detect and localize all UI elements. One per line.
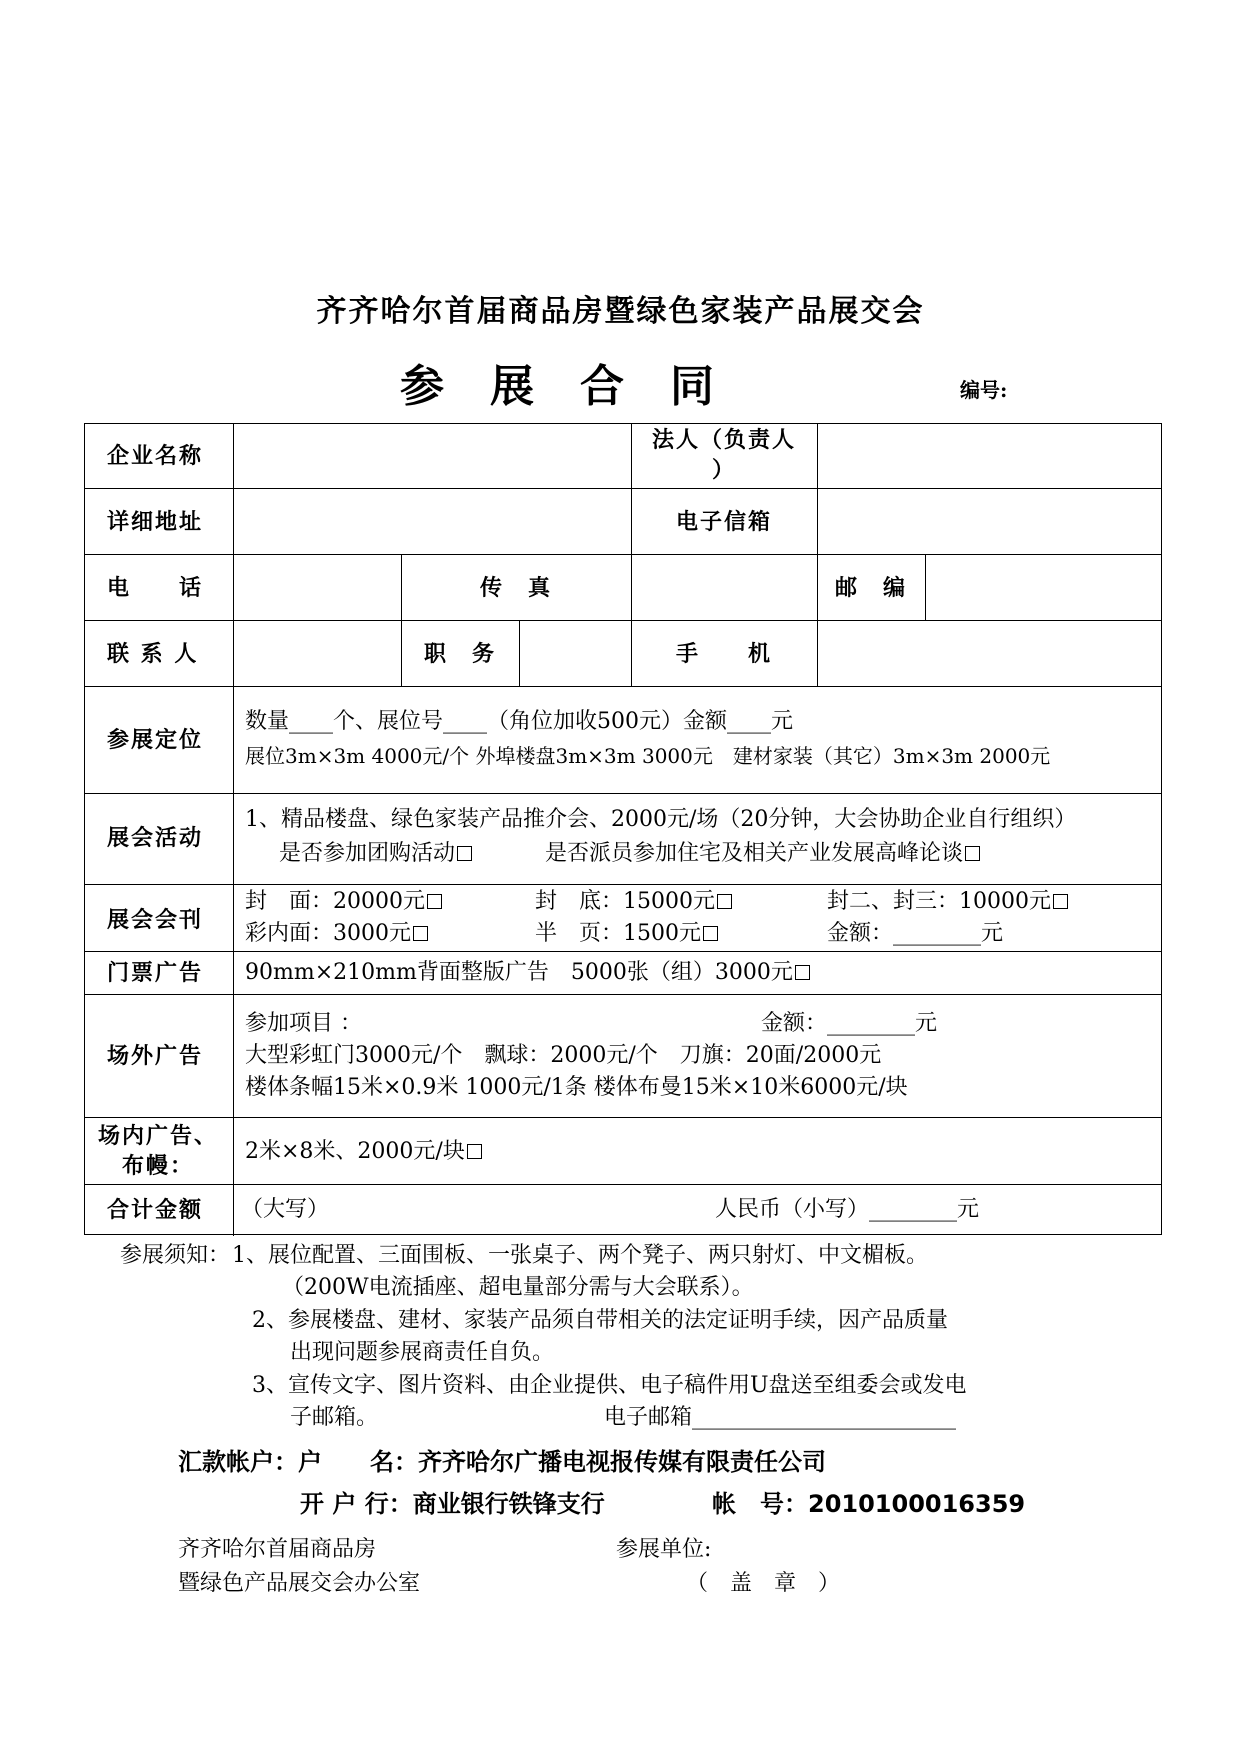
journal-inner-checkbox[interactable] bbox=[413, 926, 428, 941]
email-field[interactable] bbox=[819, 490, 1159, 552]
journal-inner-text: 彩内面：3000元 bbox=[245, 921, 411, 946]
journal-amount: 金额：________元 bbox=[827, 921, 1004, 946]
journal-cover23-option bbox=[827, 886, 1068, 918]
outdoor-label: 场外广告 bbox=[107, 1043, 204, 1069]
bank-name: 开 户 行：商业银行铁锋支行 bbox=[300, 1490, 605, 1518]
phone-label: 电 话 bbox=[107, 575, 204, 601]
postcode-label: 邮 编 bbox=[834, 575, 907, 601]
journal-label: 展会会刊 bbox=[107, 907, 204, 933]
booth-line-1: 数量____个、展位号____（角位加收500元）金额____元 bbox=[245, 709, 793, 734]
group-buy-checkbox[interactable] bbox=[457, 846, 472, 861]
fax-label: 传 真 bbox=[479, 575, 552, 601]
address-field[interactable] bbox=[235, 490, 629, 552]
booth-label: 参展定位 bbox=[107, 727, 204, 753]
note-3b: 子邮箱。 bbox=[290, 1405, 379, 1430]
note-2b: 出现问题参展商责任自负。 bbox=[290, 1340, 555, 1365]
address-label: 详细地址 bbox=[107, 509, 204, 535]
legal-person-label-close: ） bbox=[711, 457, 736, 483]
document-title: 齐齐哈尔首届商品房暨绿色家装产品展交会 bbox=[316, 294, 925, 329]
group-buy-text: 是否参加团购活动 bbox=[279, 841, 456, 866]
number-label: 编号: bbox=[960, 378, 1008, 402]
contract-subtitle: 参展合同 bbox=[400, 361, 760, 412]
ticket-checkbox[interactable] bbox=[795, 965, 810, 980]
activity-label: 展会活动 bbox=[107, 825, 204, 851]
journal-half-text: 半 页：1500元 bbox=[535, 921, 701, 946]
bank-account-name: 汇款帐户：户 名：齐齐哈尔广播电视报传媒有限责任公司 bbox=[178, 1448, 826, 1476]
activity-line-1: 1、精品楼盘、绿色家装产品推介会、2000元/场（20分钟，大会协助企业自行组织） bbox=[245, 807, 1077, 832]
organizer-line-1: 齐齐哈尔首届商品房 bbox=[178, 1537, 377, 1562]
company-name-label: 企业名称 bbox=[107, 443, 204, 469]
contact-field[interactable] bbox=[235, 622, 399, 684]
indoor-checkbox[interactable] bbox=[467, 1144, 482, 1159]
stamp-label: （ 盖 章 ） bbox=[686, 1571, 841, 1596]
indoor-label-1: 场内广告、 bbox=[97, 1123, 218, 1149]
note-3a: 3、宣传文字、图片资料、由企业提供、电子稿件用U盘送至组委会或发电 bbox=[252, 1373, 967, 1398]
ticket-label: 门票广告 bbox=[107, 960, 204, 986]
forum-text: 是否派员参加住宅及相关产业发展高峰论谈 bbox=[545, 841, 964, 866]
journal-back-option bbox=[535, 886, 732, 918]
total-upper: （大写） bbox=[241, 1197, 330, 1222]
mobile-field[interactable] bbox=[819, 622, 1159, 684]
postcode-field[interactable] bbox=[927, 556, 1159, 618]
journal-half-option bbox=[535, 918, 718, 950]
journal-back-text: 封 底：15000元 bbox=[535, 889, 715, 914]
journal-inner-option bbox=[245, 918, 428, 950]
journal-cover23-checkbox[interactable] bbox=[1053, 894, 1068, 909]
journal-cover-checkbox[interactable] bbox=[427, 894, 442, 909]
exhibitor-label: 参展单位: bbox=[616, 1537, 712, 1562]
legal-person-field[interactable] bbox=[819, 426, 1159, 486]
mobile-label: 手 机 bbox=[675, 641, 772, 667]
phone-field[interactable] bbox=[235, 556, 399, 618]
email-label: 电子信箱 bbox=[675, 509, 772, 535]
outdoor-line-3: 楼体条幅15米×0.9米 1000元/1条 楼体布曼15米×10米6000元/块 bbox=[245, 1075, 908, 1100]
group-buy-option bbox=[279, 838, 472, 870]
ticket-text: 90mm×210mm背面整版广告 5000张（组）3000元 bbox=[245, 960, 793, 985]
journal-back-checkbox[interactable] bbox=[717, 894, 732, 909]
company-name-field[interactable] bbox=[235, 426, 629, 486]
total-lower: 人民币（小写）________元 bbox=[715, 1197, 980, 1222]
indoor-label-2: 布幔： bbox=[121, 1153, 194, 1179]
indoor-option bbox=[245, 1136, 482, 1168]
journal-cover-option bbox=[245, 886, 442, 918]
bank-account-number: 帐 号：2010100016359 bbox=[712, 1490, 1026, 1518]
note-1a: 1、展位配置、三面围板、一张桌子、两个凳子、两只射灯、中文楣板。 bbox=[232, 1243, 928, 1268]
booth-line-2: 展位3m×3m 4000元/个 外埠楼盘3m×3m 3000元 建材家装（其它）3m×3m 2000元 bbox=[245, 744, 1051, 768]
ticket-option bbox=[245, 957, 810, 989]
outdoor-line-2: 大型彩虹门3000元/个 飘球：2000元/个 刀旗：20面/2000元 bbox=[245, 1043, 882, 1068]
legal-person-label: 法人（负责人 bbox=[651, 427, 796, 453]
contact-label: 联 系 人 bbox=[107, 641, 199, 667]
position-label: 职 务 bbox=[423, 641, 496, 667]
forum-option bbox=[545, 838, 980, 870]
organizer-line-2: 暨绿色产品展交会办公室 bbox=[178, 1571, 421, 1596]
note-3c: 电子邮箱________________________ bbox=[604, 1405, 957, 1430]
journal-half-checkbox[interactable] bbox=[703, 926, 718, 941]
journal-cover23-text: 封二、封三：10000元 bbox=[827, 889, 1051, 914]
outdoor-amount: 金额：________元 bbox=[761, 1011, 938, 1036]
position-field[interactable] bbox=[521, 622, 629, 684]
forum-checkbox[interactable] bbox=[965, 846, 980, 861]
indoor-text: 2米×8米、2000元/块 bbox=[245, 1139, 465, 1164]
note-2a: 2、参展楼盘、建材、家装产品须自带相关的法定证明手续，因产品质量 bbox=[252, 1308, 948, 1333]
note-1b: （200W电流插座、超电量部分需与大会联系）。 bbox=[282, 1275, 754, 1300]
outdoor-items: 参加项目 ： bbox=[245, 1011, 362, 1036]
total-label: 合计金额 bbox=[107, 1197, 204, 1223]
contract-form-table bbox=[84, 423, 1162, 1235]
notes-label: 参展须知： bbox=[120, 1243, 231, 1268]
journal-cover-text: 封 面：20000元 bbox=[245, 889, 425, 914]
fax-field[interactable] bbox=[633, 556, 815, 618]
